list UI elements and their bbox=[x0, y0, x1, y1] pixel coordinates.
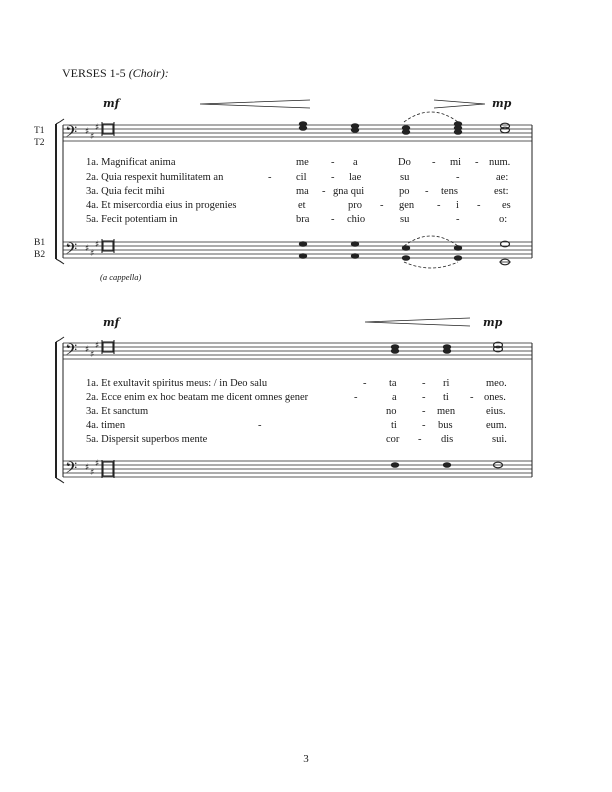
verse-text: 2a. Quia respexit humilitatem an bbox=[86, 172, 224, 183]
syllable: o: bbox=[499, 214, 508, 225]
syllable: bus bbox=[438, 420, 453, 431]
svg-text:♯: ♯ bbox=[85, 345, 90, 355]
dynamic-mp: mp bbox=[483, 316, 503, 329]
syllable: - bbox=[425, 186, 429, 197]
part-label: (Choir): bbox=[128, 66, 169, 80]
syllable: ti bbox=[391, 420, 397, 431]
verse-text: 5a. Dispersit superbos mente bbox=[86, 434, 208, 445]
decrescendo-hairpin bbox=[434, 100, 485, 108]
syllable: - bbox=[331, 214, 335, 225]
svg-text:♯: ♯ bbox=[90, 468, 95, 478]
syllable: i bbox=[456, 200, 459, 211]
svg-text:♯: ♯ bbox=[85, 127, 90, 137]
notehead bbox=[454, 255, 462, 261]
syllable: - bbox=[432, 157, 436, 168]
verse-text: 1a. Et exultavit spiritus meus: / in Deo salu bbox=[86, 378, 268, 389]
syllable: - bbox=[363, 378, 367, 389]
svg-text:♯: ♯ bbox=[95, 459, 100, 469]
svg-text:♯: ♯ bbox=[95, 341, 100, 351]
syllable: cor bbox=[386, 434, 400, 445]
syllable: - bbox=[268, 172, 272, 183]
syllable: - bbox=[331, 172, 335, 183]
syllable: gen bbox=[399, 200, 415, 211]
syllable: a bbox=[353, 157, 358, 168]
syllable: ones. bbox=[484, 392, 506, 403]
system2-upper-staff bbox=[63, 343, 532, 359]
syllable: bra bbox=[296, 214, 310, 225]
syllable: men bbox=[437, 406, 456, 417]
verse-text: 3a. Quia fecit mihi bbox=[86, 186, 165, 197]
syllable: eum. bbox=[486, 420, 507, 431]
syllable: - bbox=[331, 157, 335, 168]
verse-text: 4a. Et misercordia eius in progenies bbox=[86, 200, 237, 211]
syllable: - bbox=[422, 406, 426, 417]
staff-label-b2: B2 bbox=[34, 250, 46, 260]
syllable: - bbox=[354, 392, 358, 403]
syllable: ri bbox=[443, 378, 450, 389]
syllable: - bbox=[470, 392, 474, 403]
page-number: 3 bbox=[303, 753, 309, 765]
bass-clef: 𝄢 bbox=[65, 459, 78, 481]
syllable: no bbox=[386, 406, 397, 417]
notehead bbox=[391, 348, 399, 354]
svg-text:♯: ♯ bbox=[95, 240, 100, 250]
dynamic-mf: mf bbox=[103, 316, 120, 329]
syllable: - bbox=[322, 186, 326, 197]
syllable: Do bbox=[398, 157, 411, 168]
syllable: - bbox=[456, 214, 460, 225]
svg-text:♯: ♯ bbox=[85, 244, 90, 254]
syllable: tens bbox=[441, 186, 458, 197]
syllable: lae bbox=[349, 172, 362, 183]
syllable: - bbox=[258, 420, 262, 431]
syllable: dis bbox=[441, 434, 454, 445]
syllable: ta bbox=[389, 378, 397, 389]
verse-text: 5a. Fecit potentiam in bbox=[86, 214, 178, 225]
syllable: ma bbox=[296, 186, 309, 197]
syllable: ae: bbox=[496, 172, 509, 183]
notehead bbox=[443, 462, 451, 468]
staff-label-t2: T2 bbox=[34, 138, 45, 148]
crescendo-hairpin bbox=[200, 100, 310, 108]
bass-clef: 𝄢 bbox=[65, 341, 78, 363]
syllable: - bbox=[475, 157, 479, 168]
syllable: - bbox=[422, 378, 426, 389]
svg-text:♯: ♯ bbox=[85, 463, 90, 473]
notehead bbox=[454, 129, 462, 135]
syllable: - bbox=[437, 200, 441, 211]
notehead bbox=[402, 255, 410, 261]
syllable: - bbox=[477, 200, 481, 211]
dynamic-mp: mp bbox=[492, 97, 512, 110]
performance-note: (a cappella) bbox=[100, 272, 142, 282]
syllable: pro bbox=[348, 200, 362, 211]
verses-label: VERSES 1-5 bbox=[62, 66, 126, 80]
syllable: su bbox=[400, 214, 410, 225]
syllable: est: bbox=[494, 186, 509, 197]
syllable: sui. bbox=[492, 434, 507, 445]
syllable: gna qui bbox=[333, 186, 365, 197]
syllable: - bbox=[380, 200, 384, 211]
syllable: - bbox=[422, 392, 426, 403]
syllable: su bbox=[400, 172, 410, 183]
verse-text: 2a. Ecce enim ex hoc beatam me dicent omnes gener bbox=[86, 392, 309, 403]
syllable: meo. bbox=[486, 378, 507, 389]
syllable: cil bbox=[296, 172, 307, 183]
dynamic-mf: mf bbox=[103, 97, 120, 110]
half-note bbox=[501, 127, 510, 133]
staff-label-b1: B1 bbox=[34, 238, 46, 248]
syllable: es bbox=[502, 200, 511, 211]
notehead bbox=[351, 241, 359, 247]
syllable: eius. bbox=[486, 406, 506, 417]
syllable: et bbox=[298, 200, 306, 211]
notehead bbox=[299, 241, 307, 247]
notehead bbox=[454, 245, 462, 251]
system1-lower-staff bbox=[63, 242, 532, 258]
notehead bbox=[391, 462, 399, 468]
svg-text:♯: ♯ bbox=[90, 132, 95, 142]
bass-clef: 𝄢 bbox=[65, 123, 78, 145]
verse-text: 3a. Et sanctum bbox=[86, 406, 149, 417]
system2-upper-notes bbox=[391, 344, 451, 354]
notehead bbox=[402, 129, 410, 135]
bass-clef: 𝄢 bbox=[65, 240, 78, 262]
notehead bbox=[351, 253, 359, 259]
system2-lower-staff bbox=[63, 461, 532, 477]
verse-text: 4a. timen bbox=[86, 420, 126, 431]
syllable: ti bbox=[443, 392, 449, 403]
notehead bbox=[299, 125, 307, 131]
notehead bbox=[351, 127, 359, 133]
svg-text:♯: ♯ bbox=[90, 350, 95, 360]
syllable: num. bbox=[489, 157, 511, 168]
syllable: po bbox=[399, 186, 410, 197]
syllable: - bbox=[418, 434, 422, 445]
staff-label-t1: T1 bbox=[34, 126, 45, 136]
notehead bbox=[299, 253, 307, 259]
syllable: me bbox=[296, 157, 309, 168]
syllable: mi bbox=[450, 157, 462, 168]
svg-text:♯: ♯ bbox=[90, 249, 95, 259]
svg-text:♯: ♯ bbox=[95, 123, 100, 133]
crescendo-hairpin-2 bbox=[365, 318, 470, 326]
syllable: chio bbox=[347, 214, 366, 225]
notehead bbox=[443, 348, 451, 354]
syllable: - bbox=[456, 172, 460, 183]
verse-text: 1a. Magnificat anima bbox=[86, 157, 176, 168]
notehead bbox=[402, 245, 410, 251]
syllable: a bbox=[392, 392, 397, 403]
syllable: - bbox=[422, 420, 426, 431]
